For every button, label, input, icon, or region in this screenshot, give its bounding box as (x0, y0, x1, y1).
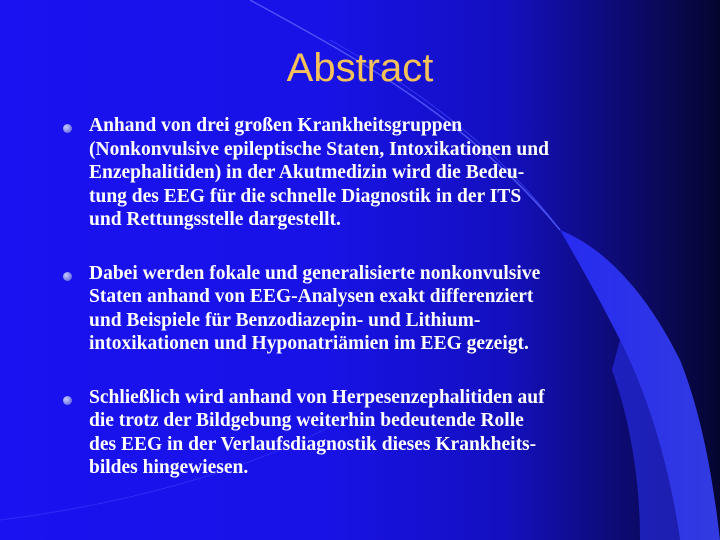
bullet-item (62, 262, 662, 356)
bullet-dot-icon (63, 124, 72, 133)
bullet-item (62, 386, 662, 480)
bullet-list (62, 114, 662, 510)
bullet-item (62, 114, 662, 232)
bullet-text (89, 262, 662, 356)
bullet-line: Enzephalitiden) in der Akutmedizin wird die Bedeu- (89, 162, 525, 183)
bullet-line: intoxikationen und Hyponatriämien im EEG gezeigt. (89, 333, 529, 354)
bullet-text (89, 114, 662, 232)
slide-title: Abstract (286, 46, 434, 90)
bullet-line: des EEG in der Verlaufsdiagnostik dieses Krankheits- (89, 433, 537, 455)
bullet-dot-icon (63, 272, 72, 281)
bullet-line: und Rettungsstelle dargestellt. (89, 209, 341, 230)
bullet-line: die trotz der Bildgebung weiterhin bedeutende Rolle (89, 410, 524, 431)
bullet-line: Staten anhand von EEG-Analysen exakt differenziert (89, 286, 534, 307)
bullet-line: und Beispiele für Benzodiazepin- und Lithium- (89, 309, 481, 331)
bullet-dot-icon (63, 396, 72, 405)
bullet-line: Dabei werden fokale und generalisierte nonkonvulsive (89, 262, 541, 284)
bullet-text (89, 386, 662, 480)
bullet-line: Anhand von drei großen Krankheitsgruppen (89, 115, 463, 136)
bullet-line: bildes hingewiesen. (89, 457, 249, 478)
bullet-line: tung des EEG für die schnelle Diagnostik in der ITS (89, 185, 522, 207)
bullet-line: Schließlich wird anhand von Herpesenzephalitiden auf (89, 386, 545, 408)
bullet-line: (Nonkonvulsive epileptische Staten, Intoxikationen und (89, 138, 549, 160)
